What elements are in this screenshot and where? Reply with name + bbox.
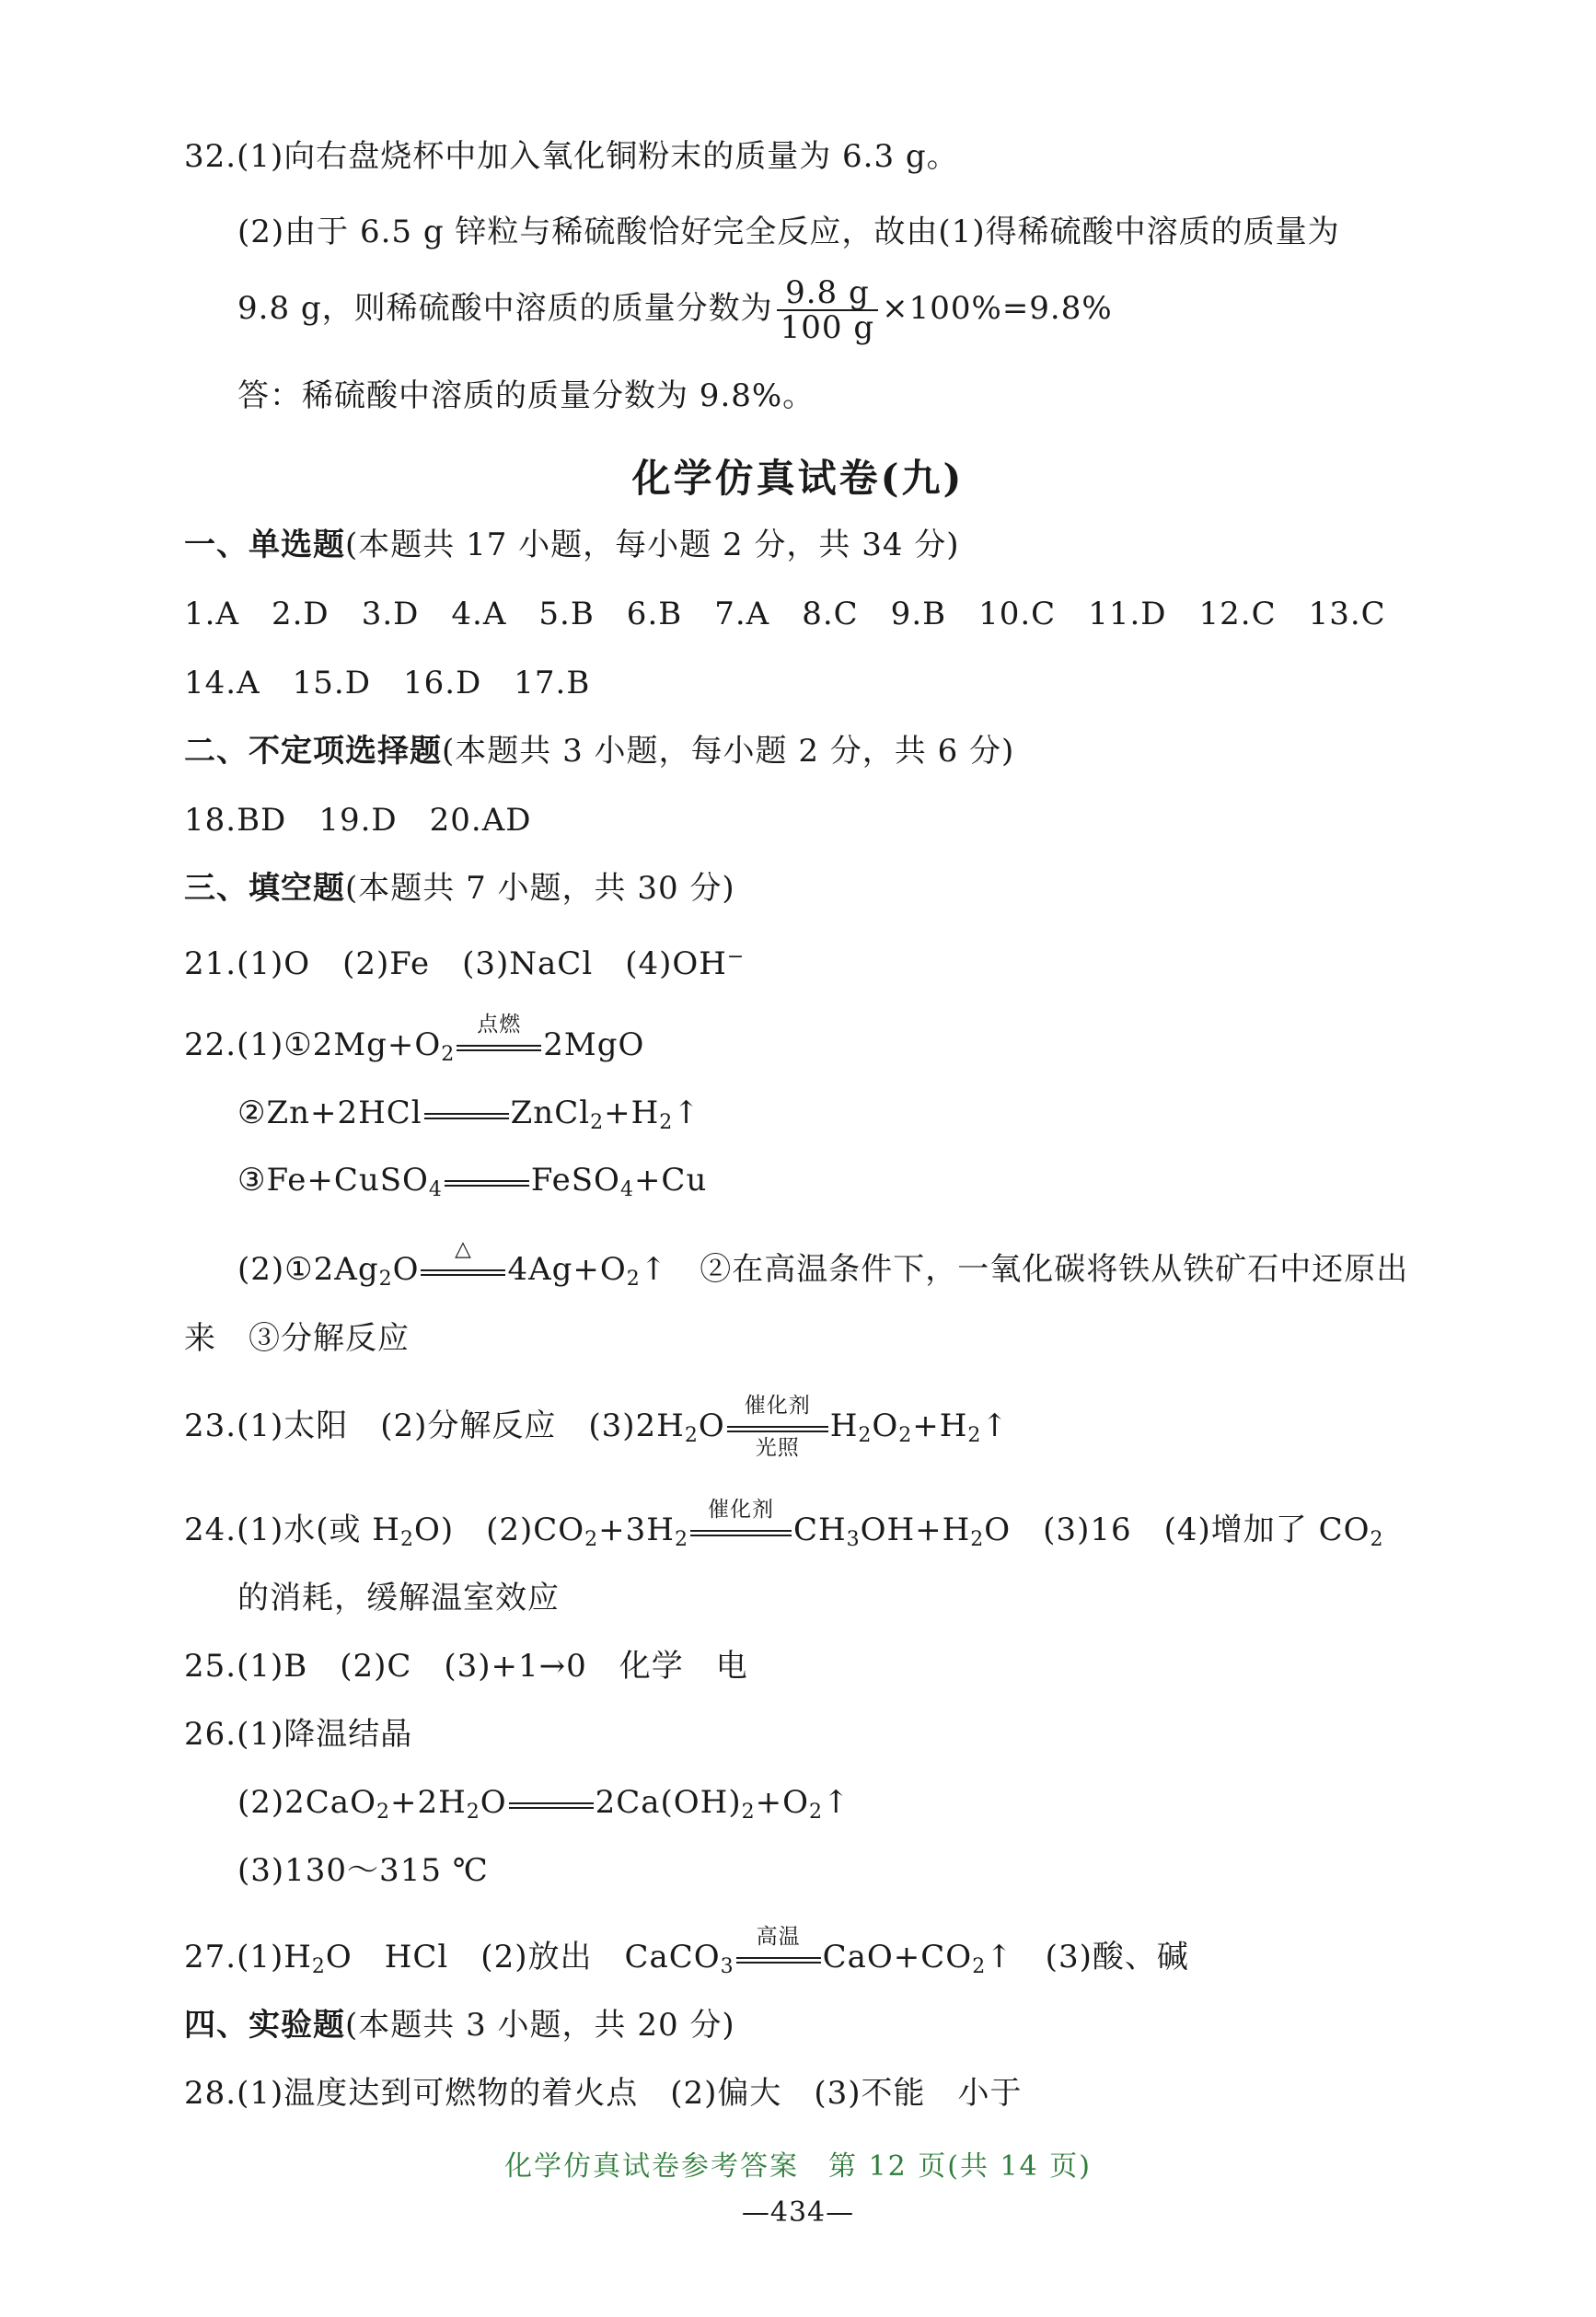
q32-line3-text: 9.8 g，则稀硫酸中溶质的质量分数为: [237, 290, 773, 327]
q27-answer: [184, 1925, 1189, 1987]
q32-line1: 32.(1)向右盘烧杯中加入氧化铜粉末的质量为 6.3 g。: [184, 138, 959, 175]
q24-text3: O (3)16 (4)增加了 CO: [984, 1512, 1370, 1548]
section-2-answers: 18.BD 19.D 20.AD: [184, 802, 532, 839]
gas-arrow: ↑: [981, 1408, 1009, 1444]
q23-product: H: [829, 1408, 859, 1444]
double-bar-icon: [424, 1113, 509, 1119]
subscript: 2: [808, 1801, 823, 1824]
reaction-equals-sign: [509, 1784, 594, 1825]
double-bar-icon: [736, 1957, 821, 1964]
q22-l4-reactant: (2)①2Ag: [237, 1251, 379, 1288]
q27-text2: O HCl (2)放出 CaCO: [325, 1939, 721, 1975]
q21-text: 21.(1)O (2)Fe (3)NaCl (4)OH: [184, 945, 727, 982]
reaction-equals-sign: [727, 1394, 828, 1460]
section-1-title: 一、单选题: [184, 527, 345, 563]
section-4-note: (本题共 3 小题，共 20 分): [345, 2007, 735, 2044]
q26-line2: [237, 1782, 850, 1833]
section-4-title: 四、实验题: [184, 2007, 345, 2044]
q21-answer: [184, 937, 745, 984]
q32-answer: 答：稀硫酸中溶质的质量分数为 9.8%。: [237, 377, 815, 414]
page-number: —434—: [741, 2196, 855, 2229]
subscript: 3: [720, 1955, 734, 1978]
q26-reactant: (2)2CaO: [237, 1784, 376, 1821]
q24-text: 24.(1)水(或 H: [184, 1512, 400, 1548]
subscript: 2: [741, 1801, 756, 1824]
section-1-answers-row2: 14.A 15.D 16.D 17.B: [184, 665, 591, 701]
q22-reactants: 22.(1)①2Mg+O: [184, 1026, 442, 1063]
q22-line1: [184, 1013, 645, 1075]
gas-arrow: ↑: [822, 1784, 850, 1821]
subscript: 2: [684, 1424, 699, 1447]
subscript: 2: [970, 1528, 985, 1551]
q22-line4: [237, 1237, 1409, 1300]
subscript: 2: [399, 1528, 414, 1551]
subscript: 2: [626, 1268, 641, 1291]
q22-line5: 来 ③分解反应: [184, 1320, 410, 1357]
q22-line3: [237, 1160, 707, 1211]
q26-line3: (3)130～315 ℃: [237, 1852, 489, 1889]
subscript: 2: [590, 1111, 605, 1134]
double-bar-icon: [509, 1802, 594, 1809]
q24-product: CH: [792, 1512, 847, 1548]
section-1-note: (本题共 17 小题，每小题 2 分，共 34 分): [345, 527, 960, 563]
section-3-heading: [184, 868, 735, 909]
q23-reactant: O: [698, 1408, 725, 1444]
q22-l3-reactants: ③Fe+CuSO: [237, 1162, 429, 1199]
q28-answer: 28.(1)温度达到可燃物的着火点 (2)偏大 (3)不能 小于: [184, 2075, 1023, 2112]
q24-line2: 的消耗，缓解温室效应: [237, 1580, 560, 1616]
reaction-equals-sign: [690, 1498, 792, 1552]
q27-product: CaO+CO: [822, 1939, 973, 1975]
q32-line3-result: ×100%=9.8%: [882, 290, 1113, 327]
q26-reactant2: +2H: [389, 1784, 467, 1821]
q24-line1: [184, 1498, 1384, 1560]
catalyst-condition: 催化剂: [707, 1498, 774, 1522]
page-footer: 化学仿真试卷参考答案 第 12 页(共 14 页): [504, 2150, 1092, 2183]
gas-arrow: ↑: [673, 1095, 700, 1131]
high-temp-condition: 高温: [756, 1925, 801, 1949]
q26-line1: 26.(1)降温结晶: [184, 1716, 413, 1753]
reaction-equals-sign: [424, 1095, 509, 1135]
section-4-heading: [184, 2005, 735, 2045]
subscript: 2: [972, 1955, 987, 1978]
subscript: 2: [311, 1955, 326, 1978]
fraction-denominator: 100 g: [780, 309, 875, 346]
section-3-note: (本题共 7 小题，共 30 分): [345, 870, 735, 907]
reaction-equals-sign: [421, 1237, 505, 1292]
section-1-answers-row1: 1.A 2.D 3.D 4.A 5.B 6.B 7.A 8.C 9.B 10.C 11.D 12.C 13.C: [184, 596, 1386, 632]
subscript: 2: [898, 1424, 913, 1447]
q22-product: 2MgO: [543, 1026, 645, 1063]
reaction-equals-sign: [457, 1013, 541, 1067]
heat-condition: △: [455, 1237, 472, 1261]
double-bar-icon: [445, 1180, 529, 1187]
double-bar-icon: [727, 1426, 828, 1432]
subscript: 2: [1370, 1528, 1384, 1551]
catalyst-condition: 催化剂: [744, 1394, 811, 1418]
q26-product2: +O: [755, 1784, 809, 1821]
q22-l4-reactant2: O: [392, 1251, 420, 1288]
subscript: 4: [428, 1178, 443, 1201]
section-2-heading: [184, 731, 1014, 771]
q24-text2: O) (2)CO: [413, 1512, 585, 1548]
q24-product2: OH+H: [860, 1512, 971, 1548]
subscript: 2: [674, 1528, 688, 1551]
subscript: 2: [858, 1424, 873, 1447]
subscript: 2: [584, 1528, 599, 1551]
q24-reactant: +3H: [598, 1512, 675, 1548]
mass-fraction: [777, 276, 878, 344]
section-1-heading: [184, 525, 960, 565]
q22-l3-product2: +Cu: [633, 1162, 708, 1199]
subscript: 2: [466, 1801, 480, 1824]
subscript: 2: [441, 1043, 456, 1066]
subscript: 2: [376, 1801, 390, 1824]
q27-text3: ↑ (3)酸、碱: [986, 1939, 1189, 1975]
q23-answer: [184, 1394, 1009, 1460]
double-bar-icon: [690, 1530, 792, 1536]
q22-l4-rest: ↑ ②在高温条件下，一氧化碳将铁从铁矿石中还原出: [640, 1251, 1409, 1288]
q22-line2: [237, 1093, 700, 1143]
q26-reactant-o: O: [480, 1784, 507, 1821]
subscript: 3: [846, 1528, 861, 1551]
q26-product: 2Ca(OH): [595, 1784, 742, 1821]
subscript: 2: [967, 1424, 982, 1447]
fraction-numerator: 9.8 g: [777, 276, 878, 311]
section-2-note: (本题共 3 小题，每小题 2 分，共 6 分): [442, 733, 1015, 770]
reaction-condition: 点燃: [477, 1013, 522, 1037]
section-3-title: 三、填空题: [184, 870, 345, 907]
q22-l2-reactants: ②Zn+2HCl: [237, 1095, 422, 1131]
subscript: 4: [619, 1178, 634, 1201]
double-bar-icon: [457, 1045, 541, 1051]
q21-charge: −: [726, 945, 746, 968]
page-title: 化学仿真试卷(九): [631, 456, 965, 501]
q27-text: 27.(1)H: [184, 1939, 312, 1975]
reaction-equals-sign: [445, 1162, 529, 1202]
q22-l4-product: 4Ag+O: [507, 1251, 627, 1288]
q22-l2-product2: +H: [604, 1095, 660, 1131]
double-bar-icon: [421, 1269, 505, 1276]
section-2-title: 二、不定项选择题: [184, 733, 442, 770]
q25-answer: 25.(1)B (2)C (3)+1→0 化学 电: [184, 1648, 748, 1685]
light-condition: 光照: [755, 1436, 800, 1460]
reaction-equals-sign: [736, 1925, 821, 1979]
q23-product-o: O: [872, 1408, 899, 1444]
subscript: 2: [659, 1111, 674, 1134]
q22-l3-product: FeSO: [530, 1162, 620, 1199]
q23-product2: +H: [912, 1408, 968, 1444]
q32-line3: [237, 276, 1113, 344]
q23-text: 23.(1)太阳 (2)分解反应 (3)2H: [184, 1408, 685, 1444]
q22-l2-product: ZnCl: [510, 1095, 591, 1131]
q32-line2: (2)由于 6.5 g 锌粒与稀硫酸恰好完全反应，故由(1)得稀硫酸中溶质的质量为: [237, 214, 1340, 250]
subscript: 2: [378, 1268, 393, 1291]
